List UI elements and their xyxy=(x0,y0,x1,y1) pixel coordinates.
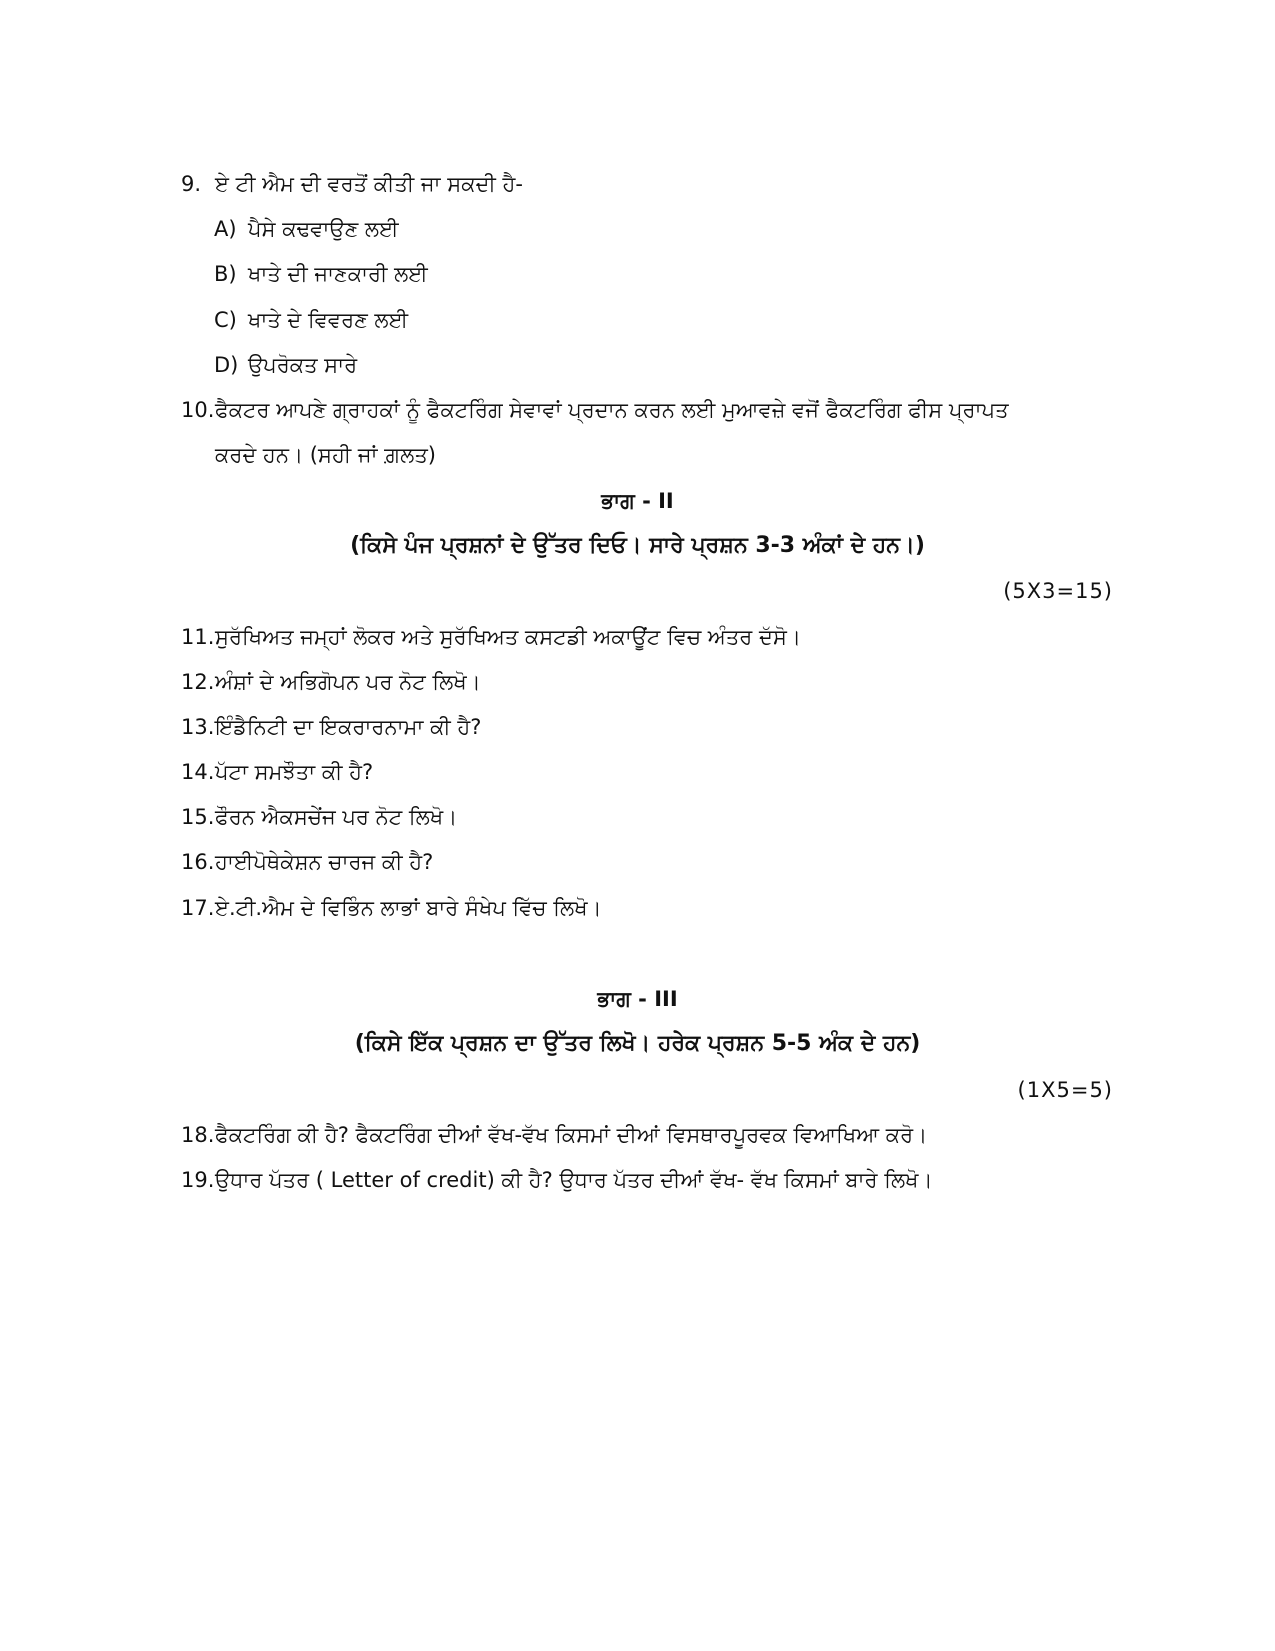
question-text: ਏ.ਟੀ.ਐਮ ਦੇ ਵਿਭਿੰਨ ਲਾਭਾਂ ਬਾਰੇ ਸੰਖੇਪ ਵਿੱਚ ਲਿਖੋ। xyxy=(215,896,602,920)
question-17 xyxy=(181,894,602,922)
question-text: ਅੰਸ਼ਾਂ ਦੇ ਅਭਿਗੋਪਨ ਪਰ ਨੋਟ ਲਿਖੋ। xyxy=(215,670,481,694)
question-text: ਪੱਟਾ ਸਮਝੌਤਾ ਕੀ ਹੈ? xyxy=(215,760,374,784)
question-text: ਹਾਈਪੋਥੇਕੇਸ਼ਨ ਚਾਰਜ ਕੀ ਹੈ? xyxy=(215,850,434,874)
question-9 xyxy=(181,170,523,198)
option-a xyxy=(214,215,399,243)
question-number: 18. xyxy=(181,1123,215,1147)
question-text: ਸੁਰੱਖਿਅਤ ਜਮ੍ਹਾਂ ਲੋਕਰ ਅਤੇ ਸੁਰੱਖਿਅਤ ਕਸਟਡੀ ਅਕਾਊਂਟ ਵਿਚ ਅੰਤਰ ਦੱਸੋ। xyxy=(215,625,802,649)
question-12 xyxy=(181,668,481,696)
question-number: 12. xyxy=(181,670,215,694)
part-3-instruction: (ਕਿਸੇ ਇੱਕ ਪ੍ਰਸ਼ਨ ਦਾ ਉੱਤਰ ਲਿਖੋ। ਹਰੇਕ ਪ੍ਰਸ਼ਨ 5-5 ਅੰਕ ਦੇ ਹਨ) xyxy=(354,1031,921,1056)
question-10-continuation xyxy=(215,441,436,469)
option-c xyxy=(214,306,408,334)
question-text: ਏ ਟੀ ਐਮ ਦੀ ਵਰਤੋਂ ਕੀਤੀ ਜਾ ਸਕਦੀ ਹੈ- xyxy=(215,172,523,196)
option-letter: D) xyxy=(214,353,239,377)
option-b xyxy=(214,260,428,288)
option-letter: B) xyxy=(214,262,237,286)
part-3-title: ਭਾਗ - III xyxy=(597,987,678,1011)
option-letter: C) xyxy=(214,308,237,332)
option-d xyxy=(214,351,357,379)
question-19 xyxy=(181,1166,933,1194)
question-10 xyxy=(181,396,1009,424)
question-11 xyxy=(181,623,801,651)
question-number: 17. xyxy=(181,896,215,920)
question-text: ਫੌਰਨ ਐਕਸਚੇਂਜ ਪਰ ਨੋਟ ਲਿਖੋ। xyxy=(215,805,458,829)
question-text: ਕਰਦੇ ਹਨ। (ਸਹੀ ਜਾਂ ਗ਼ਲਤ) xyxy=(215,443,436,467)
question-text: ਫੈਕਟਰਿੰਗ ਕੀ ਹੈ? ਫੈਕਟਰਿੰਗ ਦੀਆਂ ਵੱਖ-ਵੱਖ ਕਿਸਮਾਂ ਦੀਆਂ ਵਿਸਥਾਰਪੂਰਵਕ ਵਿਆਖਿਆ ਕਰੋ। xyxy=(215,1123,928,1147)
option-letter: A) xyxy=(214,217,237,241)
question-number: 10. xyxy=(181,398,215,422)
option-text: ਉਪਰੋਕਤ ਸਾਰੇ xyxy=(248,353,358,377)
option-text: ਪੈਸੇ ਕਢਵਾਉਣ ਲਈ xyxy=(248,217,399,241)
question-18 xyxy=(181,1121,927,1149)
part-3-marks: (1X5=5) xyxy=(1017,1078,1113,1102)
part-2-title: ਭਾਗ - II xyxy=(601,489,674,513)
question-15 xyxy=(181,803,457,831)
question-number: 13. xyxy=(181,715,215,739)
question-number: 19. xyxy=(181,1168,215,1192)
question-number: 14. xyxy=(181,760,215,784)
question-number: 9. xyxy=(181,172,202,196)
question-number: 16. xyxy=(181,850,215,874)
question-13 xyxy=(181,713,481,741)
option-text: ਖਾਤੇ ਦੇ ਵਿਵਰਣ ਲਈ xyxy=(248,308,409,332)
option-text: ਖਾਤੇ ਦੀ ਜਾਣਕਾਰੀ ਲਈ xyxy=(248,262,428,286)
question-14 xyxy=(181,758,373,786)
question-number: 11. xyxy=(181,625,215,649)
part-2-instruction: (ਕਿਸੇ ਪੰਜ ਪ੍ਰਸ਼ਨਾਂ ਦੇ ਉੱਤਰ ਦਿਓ। ਸਾਰੇ ਪ੍ਰਸ਼ਨ 3-3 ਅੰਕਾਂ ਦੇ ਹਨ।) xyxy=(350,533,925,558)
question-number: 15. xyxy=(181,805,215,829)
question-text: ਉਧਾਰ ਪੱਤਰ ( Letter of credit) ਕੀ ਹੈ? ਉਧਾਰ ਪੱਤਰ ਦੀਆਂ ਵੱਖ- ਵੱਖ ਕਿਸਮਾਂ ਬਾਰੇ ਲਿਖੋ। xyxy=(215,1168,933,1192)
question-16 xyxy=(181,848,433,876)
question-text: ਇੰਡੈਨਿਟੀ ਦਾ ਇਕਰਾਰਨਾਮਾ ਕੀ ਹੈ? xyxy=(215,715,482,739)
part-2-marks: (5X3=15) xyxy=(1003,579,1113,603)
question-text: ਫੈਕਟਰ ਆਪਣੇ ਗ੍ਰਾਹਕਾਂ ਨੂੰ ਫੈਕਟਰਿੰਗ ਸੇਵਾਵਾਂ ਪ੍ਰਦਾਨ ਕਰਨ ਲਈ ਮੁਆਵਜ਼ੇ ਵਜੋਂ ਫੈਕਟਰਿੰਗ ਫੀਸ ਪ੍ਰਾਪਤ xyxy=(215,398,1009,422)
